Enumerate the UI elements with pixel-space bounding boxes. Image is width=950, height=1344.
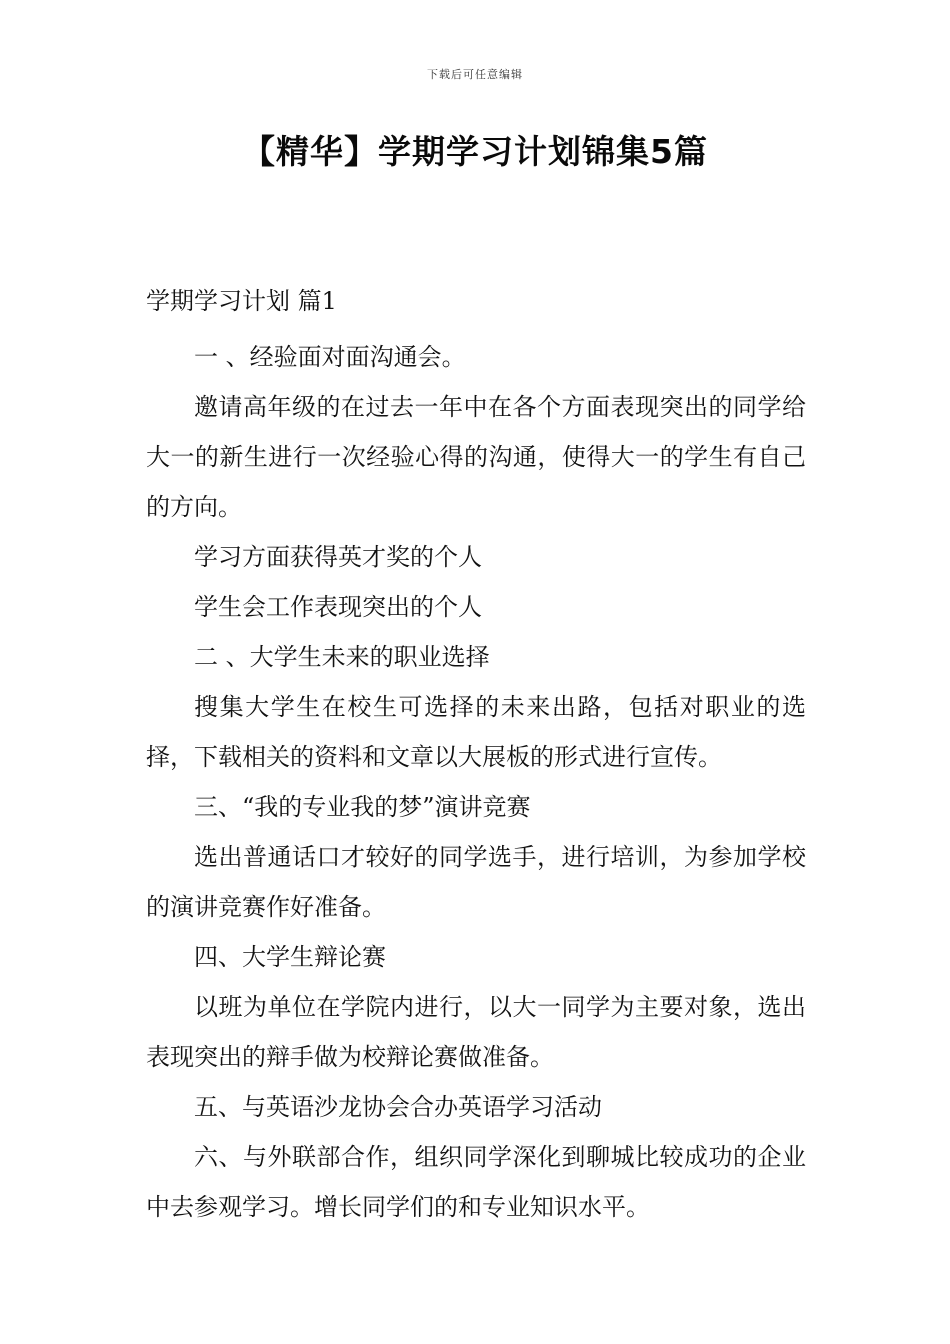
paragraph-5: 二 、大学生未来的职业选择 [194, 643, 490, 671]
paragraph-3: 学习方面获得英才奖的个人 [194, 543, 482, 571]
document-title: 【精华】学期学习计划锦集5篇 [242, 132, 708, 171]
paragraph-2: 邀请高年级的在过去一年中在各个方面表现突出的同学给大一的新生进行一次经验心得的沟通，使得大一的学生有自己的方向。 [146, 393, 806, 521]
paragraph-8: 选出普通话口才较好的同学选手，进行培训，为参加学校的演讲竞赛作好准备。 [146, 843, 806, 921]
paragraph-7: 三、“我的专业我的梦”演讲竞赛 [194, 793, 531, 821]
paragraph-9: 四、大学生辩论赛 [194, 943, 386, 971]
header-note: 下载后可任意编辑 [427, 68, 523, 81]
paragraph-6: 搜集大学生在校生可选择的未来出路，包括对职业的选择，下载相关的资料和文章以大展板的形式进行宣传。 [146, 693, 806, 771]
paragraph-12: 六、与外联部合作，组织同学深化到聊城比较成功的企业中去参观学习。增长同学们的和专业知识水平。 [146, 1143, 806, 1221]
document-body [146, 282, 806, 1232]
paragraph-10: 以班为单位在学院内进行，以大一同学为主要对象，选出表现突出的辩手做为校辩论赛做准备。 [146, 993, 806, 1071]
paragraph-4: 学生会工作表现突出的个人 [194, 593, 482, 621]
paragraph-1: 一 、经验面对面沟通会。 [194, 343, 466, 371]
paragraph-11: 五、与英语沙龙协会合办英语学习活动 [194, 1093, 602, 1121]
section-heading: 学期学习计划 篇1 [146, 287, 337, 315]
